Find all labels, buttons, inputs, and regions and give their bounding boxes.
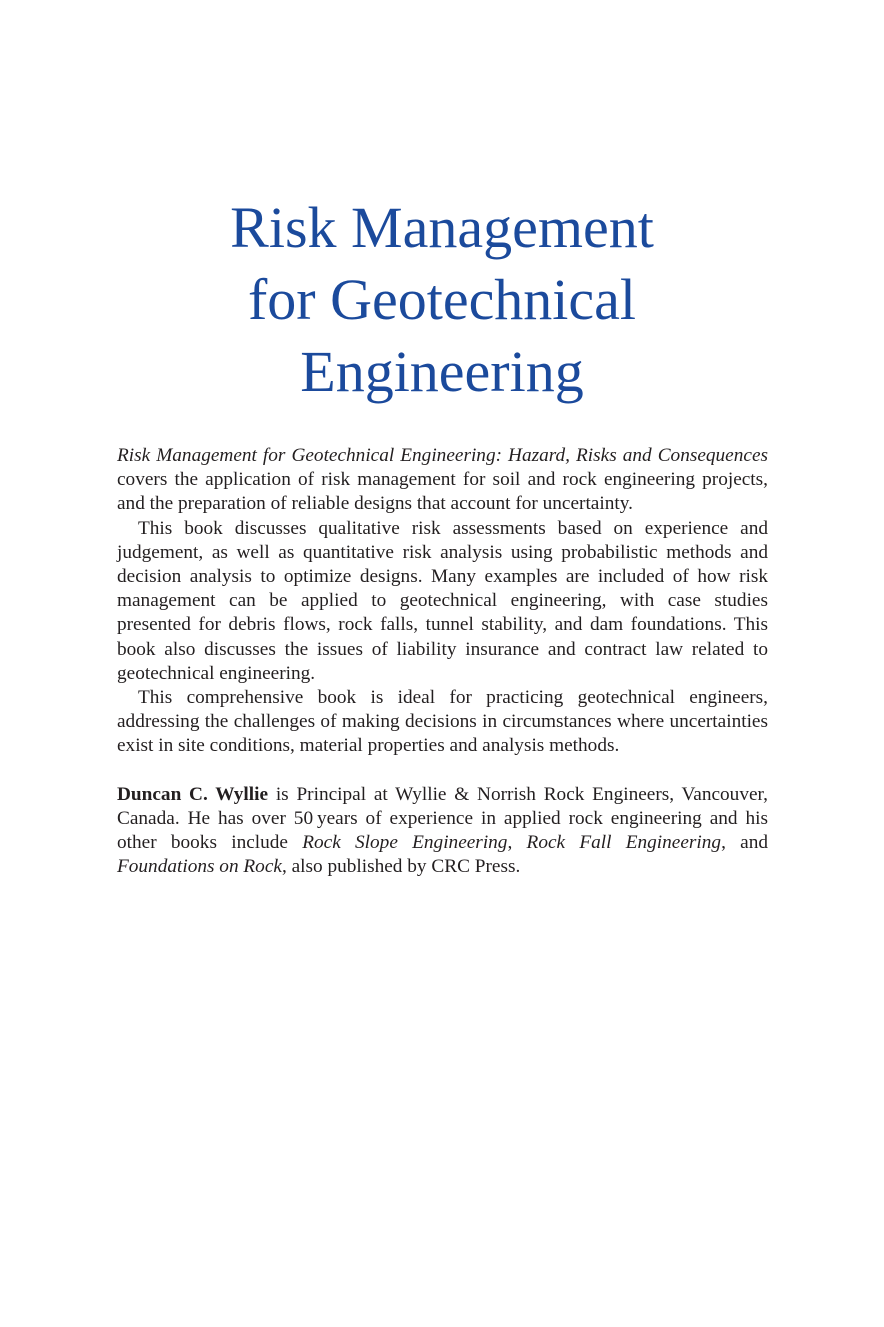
author-book-title-3: Foundations on Rock xyxy=(117,856,282,878)
description-paragraph-1-text: covers the application of risk management for soil and rock engineering projects, and the preparation of reliable designs that account for uncertainty. xyxy=(117,469,768,515)
book-title-line-1: Risk Management xyxy=(230,195,654,260)
description-paragraph-1 xyxy=(117,444,768,517)
author-book-title-1: Rock Slope Engineering xyxy=(302,832,508,854)
description-book-full-title: Risk Management for Geotechnical Engineering: Hazard, Risks and Consequences xyxy=(117,445,768,466)
author-name: Duncan C. Wyllie xyxy=(117,783,269,805)
author-bio xyxy=(117,783,768,880)
book-title xyxy=(0,192,884,408)
description-paragraph-3: This comprehensive book is ideal for practicing geotechnical engineers, addressing the challenges of making decisions in circumstances where uncertainties exist in site conditions, material properties and analysis methods. xyxy=(117,687,768,757)
author-bio-text-2: , also published by CRC Press. xyxy=(281,856,521,878)
book-title-line-2: for Geotechnical xyxy=(247,267,637,332)
author-bio-text-1: is Principal at Wyllie & Norrish Rock Engineers, Vancouver, Canada. He has over 50 years of experience in applied rock engineering and his other books include xyxy=(117,783,768,854)
book-description xyxy=(117,444,768,879)
author-book-title-2: Rock Fall Engineering xyxy=(526,832,722,854)
author-bio-separator-2: , and xyxy=(721,832,768,854)
author-bio-separator-1: , xyxy=(507,832,527,854)
description-paragraph-2: This book discusses qualitative risk assessments based on experience and judgement, as well as quantitative risk analysis using probabilistic methods and decision analysis to optimize designs. Many examples are included of how risk management can be applied to geotechnical engineering, with case studies presented for debris flows, rock falls, tunnel stability, and dam foundations. This book also discusses the issues of liability insurance and contract law related to geotechnical engineering. xyxy=(117,517,768,684)
book-title-line-3: Engineering xyxy=(300,339,584,404)
